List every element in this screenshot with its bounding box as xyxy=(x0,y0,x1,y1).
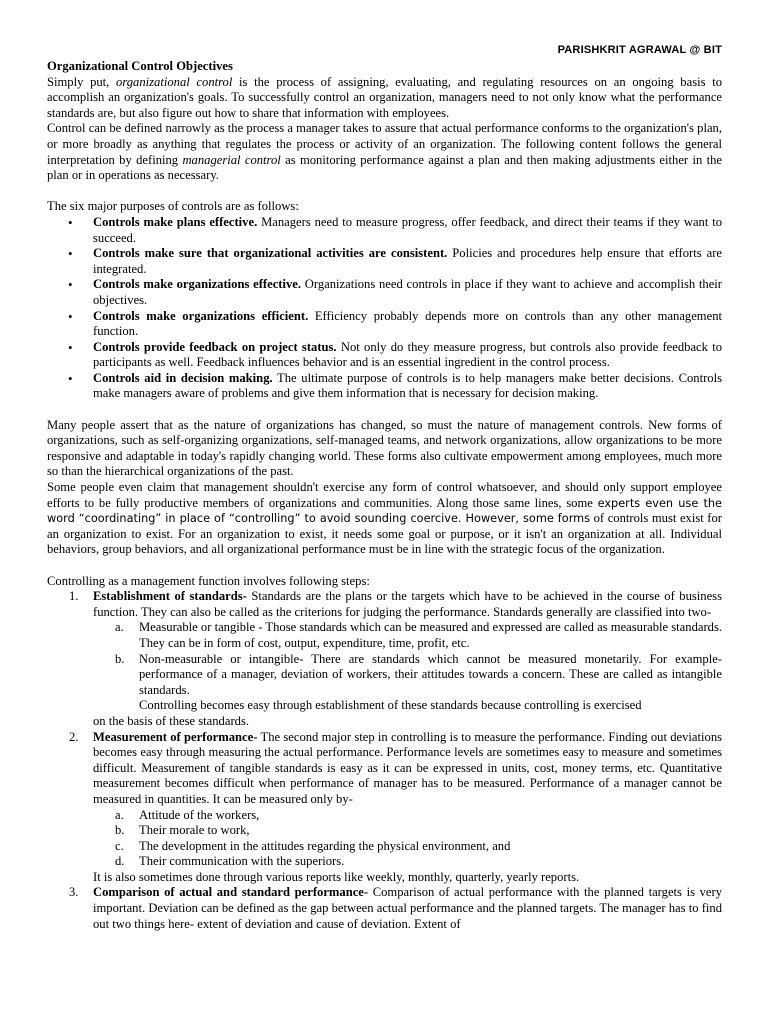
step1-after-b: on the basis of these standards. xyxy=(93,713,249,728)
purpose-heading: Controls aid in decision making. xyxy=(93,370,273,385)
sub-letter: b. xyxy=(115,823,125,838)
purpose-text: Policies and procedures help ensure that efforts are integrated. xyxy=(93,246,722,276)
sub-letter: a. xyxy=(115,620,124,635)
sub-text: Their morale to work, xyxy=(139,823,250,838)
intro-paragraph-1 xyxy=(47,75,722,122)
steps-intro: Controlling as a management function involves following steps: xyxy=(47,573,370,588)
sub-item xyxy=(115,620,722,651)
step-number: 1. xyxy=(69,589,79,604)
sub-item xyxy=(115,823,722,839)
intro1-post: is the process of assigning, evaluating, and regulating resources on an ongoing basis to accomplish an organization's goals. To successfully control an organization, managers need to not only know what the performance standards are, but also figure out how to share that information with employees. xyxy=(47,74,722,120)
step2-after: It is also sometimes done through various reports like weekly, monthly, quarterly, yearly reports. xyxy=(93,869,580,884)
purpose-text: Managers need to measure progress, offer feedback, and direct their teams if they want to succeed. xyxy=(93,214,722,245)
sub-text: The development in the attitudes regarding the physical environment, and xyxy=(139,838,511,853)
purpose-item xyxy=(93,277,722,308)
intro2-pre: Control can be defined narrowly as the process a manager takes to assure that actual performance conforms to the organization's plan, or more broadly as anything that regulates the process or activity of an organization. The following content follows the general interpretation by defining xyxy=(47,121,722,167)
sub-text: Non-measurable or intangible- There are standards which cannot be measured monetarily. For example- performance of a manager, deviation of workers, their attitudes towards a concern. These are called as intangible standards. xyxy=(139,651,722,697)
sub-item xyxy=(115,807,722,824)
purpose-heading: Controls make plans effective. xyxy=(93,214,258,229)
intro1-pre: Simply put, xyxy=(47,74,117,89)
purpose-item xyxy=(93,371,722,402)
claim-part-1: Some people even claim that management shouldn't exercise any form of control whatsoever, and should only support employee efforts to be fully productive members of organizations and communities. Along those same lines, some xyxy=(47,480,722,510)
purpose-heading: Controls make organizations effective. xyxy=(93,277,302,292)
purpose-text: The ultimate purpose of controls is to help managers make better decisions. Controls make managers aware of problems and give them information that is necessary for decision making. xyxy=(93,370,722,401)
step-item xyxy=(69,885,722,932)
intro1-term: organizational control xyxy=(116,74,233,89)
step-heading: Comparison of actual and standard performance- xyxy=(93,885,369,900)
sub-item xyxy=(115,838,722,855)
sub-letter: a. xyxy=(115,807,124,822)
page-header: PARISHKRIT AGRAWAL @ BIT xyxy=(557,44,722,56)
claim-part-2: experts even use the word “coordinating” in place of “controlling” to avoid sounding coercive. However, some forms xyxy=(47,496,722,526)
step-number: 2. xyxy=(69,729,79,744)
sub-item xyxy=(115,651,722,699)
purpose-heading: Controls make organizations efficient. xyxy=(93,308,309,323)
purpose-item xyxy=(93,309,722,340)
section-title: Organizational Control Objectives xyxy=(47,59,233,73)
claim-part-3: of controls must exist for an organization to exist. For an organization to exist, it needs some goal or purpose, or it isn't an organization at all. Individual behaviors, group behaviors, and all organizational performance must be in line with the strategic focus of the organization. xyxy=(47,511,722,557)
purpose-text: Organizations need controls in place if they want to achieve and accomplish their objectives. xyxy=(93,277,723,307)
claim-paragraph xyxy=(47,480,722,558)
step-item xyxy=(69,589,722,729)
purpose-text: Efficiency probably depends more on controls than any other management function. xyxy=(93,308,722,339)
purpose-heading: Controls provide feedback on project status. xyxy=(93,339,337,354)
step-heading: Measurement of performance- xyxy=(93,729,258,744)
sub-text: Attitude of the workers, xyxy=(139,807,260,822)
purpose-item xyxy=(93,340,722,371)
document-body xyxy=(47,59,722,932)
steps-list xyxy=(47,589,722,932)
intro-paragraph-2 xyxy=(47,121,722,183)
sub-letter: b. xyxy=(115,651,125,666)
step-text: Standards are the plans or the targets which have to be achieved in the course of business function. They can also be called as the criterions for judging the performance. Standards generally are classified into two- xyxy=(93,589,722,619)
purpose-item xyxy=(93,246,722,277)
step-item xyxy=(69,729,723,886)
measurement-sublist xyxy=(93,808,722,870)
purpose-heading: Controls make sure that organizational activities are consistent. xyxy=(93,246,448,261)
step-number: 3. xyxy=(69,885,79,900)
sub-letter: c. xyxy=(115,838,124,853)
intro2-post: as monitoring performance against a plan and then making adjustments either in the plan or in operations as necessary. xyxy=(47,152,722,183)
purpose-item xyxy=(93,215,722,246)
nature-paragraph: Many people assert that as the nature of organizations has changed, so must the nature of management controls. New forms of organizations, such as self-organizing organizations, self-managed teams, and network organizations, allow organizations to be more responsive and adaptable in today's rapidly changing world. These forms also cultivate empowerment among employees, much more so than the hierarchical organizations of the past. xyxy=(47,417,722,479)
sub-letter: d. xyxy=(115,854,125,869)
sub-item xyxy=(115,854,722,870)
purposes-list xyxy=(47,215,722,402)
purposes-intro: The six major purposes of controls are as follows: xyxy=(47,199,299,214)
sub-text: Measurable or tangible - Those standards which can be measured and expressed are called as measurable standards. They can be in form of cost, output, expenditure, time, profit, etc. xyxy=(139,620,722,650)
intro2-term: managerial control xyxy=(182,152,281,167)
step-text: The second major step in controlling is to measure the performance. Finding out deviations becomes easy through measuring the actual performance. Performance levels are sometimes easy to measure and sometimes difficult. Measurement of tangible standards is easy as it can be expressed in units, cost, money terms, etc. Quantitative measurement becomes difficult when performance of manager has to be measured. Performance of a manager cannot be measured in quantities. It can be measured only by- xyxy=(93,729,723,806)
purpose-text: Not only do they measure progress, but controls also provide feedback to participants as well. Feedback influences behavior and is an essential ingredient in the control process. xyxy=(93,339,722,370)
sub-text: Their communication with the superiors. xyxy=(139,854,345,869)
step1-after-a: Controlling becomes easy through establishment of these standards because controlling is exercised xyxy=(139,698,642,713)
standards-sublist xyxy=(93,620,722,698)
step-text: Comparison of actual performance with the planned targets is very important. Deviation can be defined as the gap between actual performance and the planned targets. The manager has to find out two things here- extent of deviation and cause of deviation. Extent of xyxy=(93,885,722,931)
step-heading: Establishment of standards- xyxy=(93,589,247,604)
